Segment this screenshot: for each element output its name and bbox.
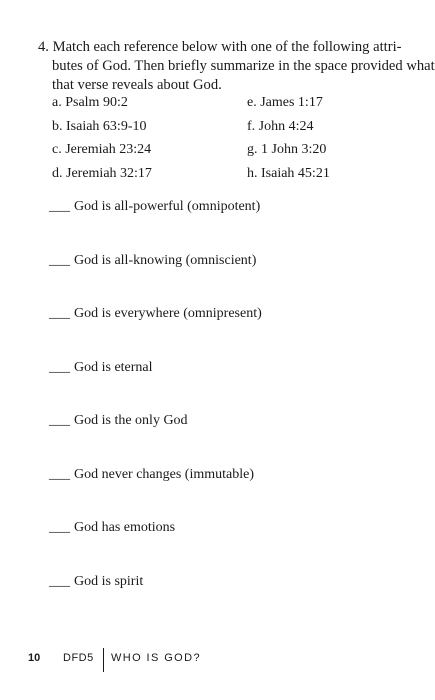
attribute-label: God is eternal (74, 359, 153, 375)
attribute-match-item (49, 572, 409, 626)
attribute-label: God has emotions (74, 520, 176, 535)
answer-blank[interactable]: ___ (49, 359, 70, 375)
reference-row (52, 118, 372, 142)
reference-item: h. Isaiah 45:21 (247, 166, 330, 182)
reference-item: c. Jeremiah 23:24 (52, 142, 152, 158)
running-title: WHO IS GOD? (111, 652, 201, 664)
reference-item: g. 1 John 3:20 (247, 142, 327, 158)
reference-item: a. Psalm 90:2 (52, 95, 128, 110)
attribute-match-item (49, 465, 409, 519)
attribute-match-item (49, 358, 409, 412)
question-line-3: that verse reveals about God. (52, 77, 222, 93)
attribute-match-item (49, 251, 409, 305)
series-label: DFD5 (63, 652, 94, 664)
reference-row (52, 141, 372, 165)
page-number: 10 (28, 652, 41, 664)
answer-blank[interactable]: ___ (49, 413, 70, 428)
attribute-match-list (49, 197, 409, 625)
attribute-match-item (49, 197, 409, 251)
page-footer (28, 648, 328, 672)
reference-item: e. James 1:17 (247, 95, 323, 110)
answer-blank[interactable]: ___ (49, 306, 70, 321)
attribute-match-item (49, 411, 409, 465)
reference-row (52, 165, 372, 189)
attribute-label: God is all-knowing (omniscient) (74, 252, 257, 268)
question-line-1: 4. Match each reference below with one of the following attri- (38, 39, 402, 55)
answer-blank[interactable]: ___ (49, 520, 70, 535)
answer-blank[interactable]: ___ (49, 466, 70, 482)
attribute-label: God is everywhere (omnipresent) (74, 306, 262, 321)
reference-list (52, 94, 372, 189)
reference-item: d. Jeremiah 32:17 (52, 166, 152, 182)
answer-blank[interactable]: ___ (49, 199, 70, 214)
attribute-match-item (49, 518, 409, 572)
reference-item: f. John 4:24 (247, 118, 314, 134)
reference-row (52, 94, 372, 118)
answer-blank[interactable]: ___ (49, 573, 70, 589)
attribute-label: God is the only God (74, 413, 188, 428)
attribute-label: God never changes (immutable) (74, 466, 254, 482)
reference-item: b. Isaiah 63:9-10 (52, 118, 147, 134)
attribute-label: God is spirit (74, 573, 144, 589)
answer-blank[interactable]: ___ (49, 252, 70, 268)
attribute-match-item (49, 304, 409, 358)
question-line-2: butes of God. Then briefly summarize in the space provided what (52, 58, 435, 74)
footer-divider (103, 648, 104, 672)
question-text (38, 38, 435, 95)
attribute-label: God is all-powerful (omnipotent) (74, 199, 261, 214)
